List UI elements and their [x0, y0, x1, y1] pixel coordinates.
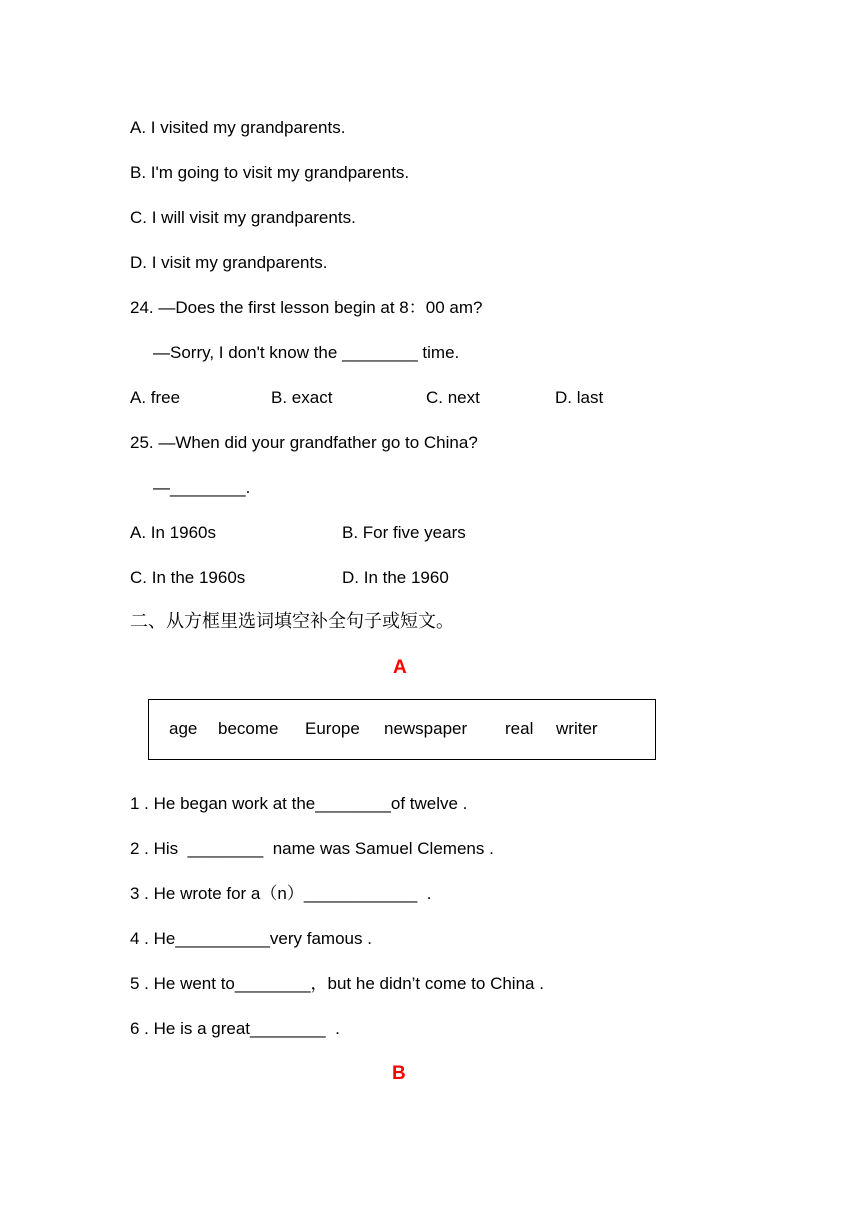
word-bank-item: writer [556, 719, 598, 738]
q25-option-d: D. In the 1960 [342, 568, 449, 587]
word-bank-item: become [218, 719, 279, 738]
q23-option-c: C. I will visit my grandparents. [130, 208, 356, 227]
part-a-label: A [393, 657, 407, 678]
sentence-2: 2 . His ________ name was Samuel Clemens . [130, 839, 494, 858]
q24-option-b: B. exact [271, 388, 333, 407]
q25-option-a: A. In 1960s [130, 523, 217, 542]
q25-option-b: B. For five years [342, 523, 466, 542]
part-b-label: B [392, 1063, 406, 1084]
q24-option-a: A. free [130, 388, 181, 407]
q24-option-d: D. last [555, 388, 604, 407]
q25-question: 25. —When did your grandfather go to China? [130, 433, 478, 452]
word-bank-box [148, 699, 656, 760]
word-bank-item: Europe [305, 719, 360, 738]
sentence-4: 4 . He__________very famous . [130, 929, 372, 948]
word-bank-item: newspaper [384, 719, 468, 738]
q23-option-a: A. I visited my grandparents. [130, 118, 346, 137]
sentence-1: 1 . He began work at the________of twelve . [130, 794, 468, 813]
q24-question: 24. —Does the first lesson begin at 8：00 am? [130, 298, 483, 317]
q23-option-d: D. I visit my grandparents. [130, 253, 328, 272]
q24-answer-line: —Sorry, I don't know the ________ time. [153, 343, 460, 362]
q25-answer-line: —________. [153, 478, 251, 497]
sentence-5: 5 . He went to________，but he didn’t come to China . [130, 974, 544, 993]
q25-option-c: C. In the 1960s [130, 568, 246, 587]
word-bank-item: real [505, 719, 534, 738]
q23-option-b: B. I'm going to visit my grandparents. [130, 163, 410, 182]
q24-option-c: C. next [426, 388, 480, 407]
section-heading: 二、从方框里选词填空补全句子或短文。 [130, 611, 454, 632]
sentence-6: 6 . He is a great________ . [130, 1019, 340, 1038]
word-bank-item: age [169, 719, 198, 738]
sentence-3: 3 . He wrote for a（n）____________ . [130, 884, 432, 903]
